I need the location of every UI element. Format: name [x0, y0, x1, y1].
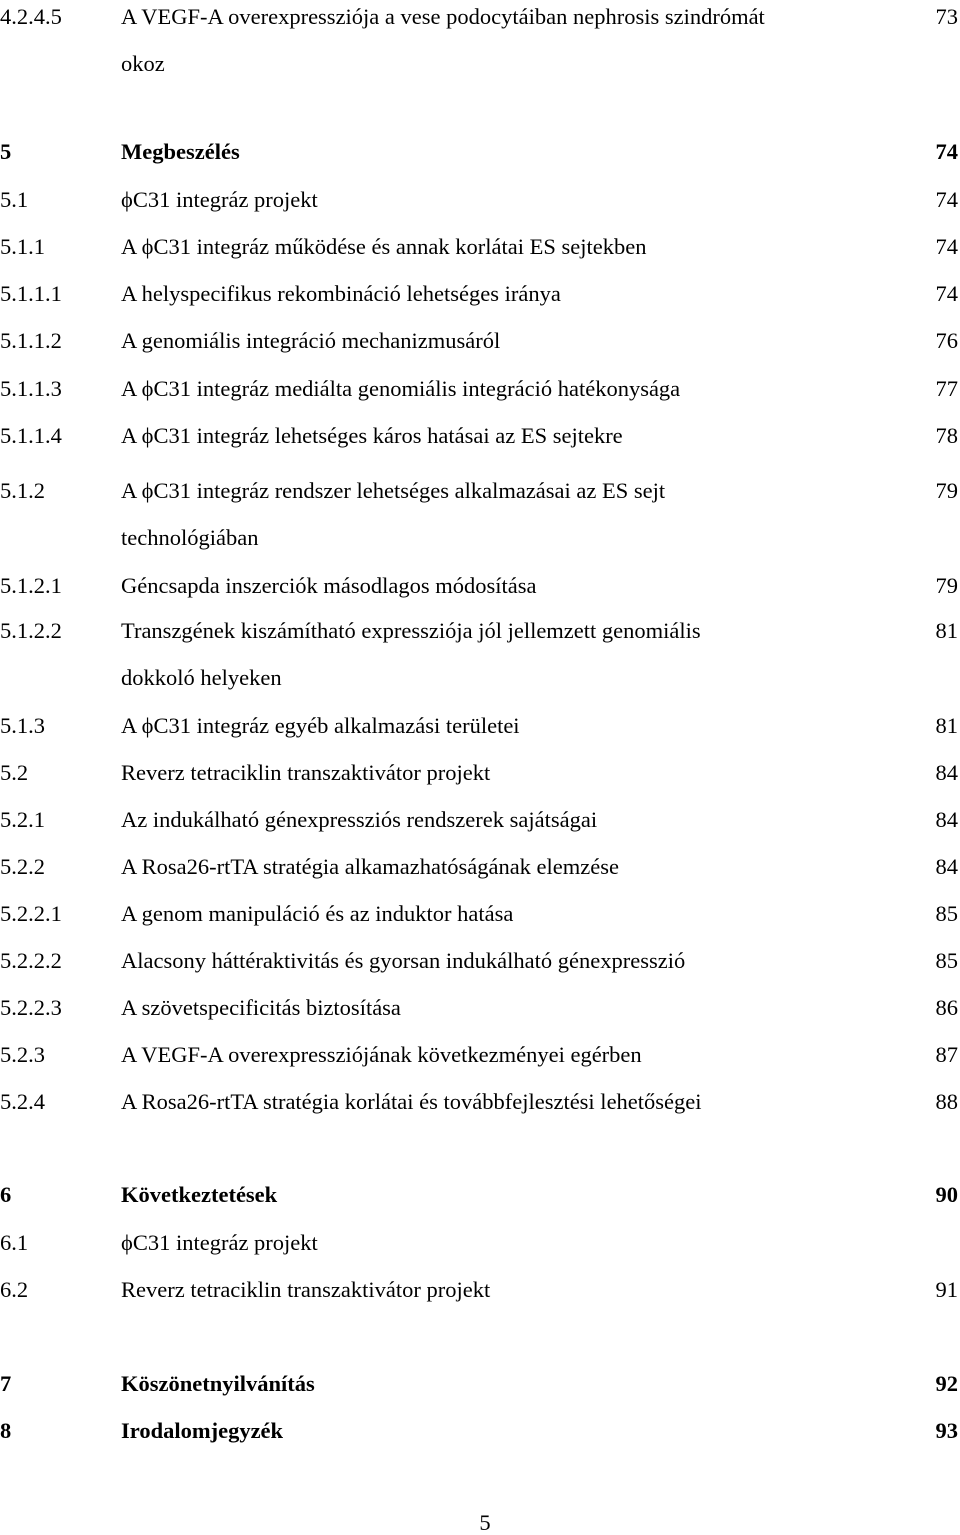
toc-entry-number: 7	[0, 1371, 12, 1396]
toc-entry-page: 91	[935, 1277, 958, 1302]
toc-entry-title	[121, 620, 841, 689]
toc-entry-title-line: Irodalomjegyzék	[121, 1418, 284, 1443]
toc-entry-title	[121, 141, 841, 163]
toc-entry-title	[121, 1279, 841, 1301]
toc-entry-page: 74	[935, 139, 958, 164]
toc-entry-title-line: Az indukálható génexpressziós rendszerek sajátságai	[121, 807, 598, 832]
toc-entry-title-line: A VEGF-A overexpressziója a vese podocytáiban nephrosis szindrómát	[121, 4, 765, 29]
toc-entry-number: 5	[0, 139, 12, 164]
toc-entry-page: 79	[935, 478, 958, 503]
toc-entry-title-line: ϕC31 integráz projekt	[121, 1230, 318, 1255]
toc-entry-page: 92	[935, 1371, 958, 1396]
toc-entry-page: 86	[935, 995, 958, 1020]
toc-entry-title-line: A genomiális integráció mechanizmusáról	[121, 328, 501, 353]
toc-entry-title	[121, 575, 841, 597]
toc-entry-page: 87	[935, 1042, 958, 1067]
toc-entry-page: 88	[935, 1089, 958, 1114]
toc-entry-number: 5.2.2.3	[0, 995, 62, 1020]
toc-entry-number: 5.2.2	[0, 854, 45, 879]
toc-entry-title	[121, 1420, 841, 1442]
toc-entry-page: 74	[935, 234, 958, 259]
toc-entry-number: 5.1	[0, 187, 29, 212]
toc-entry-number: 5.2	[0, 760, 29, 785]
toc-entry-title	[121, 1232, 841, 1254]
toc-entry-title-line: A Rosa26-rtTA stratégia korlátai és továbbfejlesztési lehetőségei	[121, 1089, 702, 1114]
toc-entry-title	[121, 1373, 841, 1395]
toc-entry-page: 93	[935, 1418, 958, 1443]
toc-entry-title	[121, 997, 841, 1019]
toc-entry-title	[121, 1184, 841, 1206]
toc-entry-page: 85	[935, 901, 958, 926]
toc-entry-title-line: A Rosa26-rtTA stratégia alkamazhatóságának elemzése	[121, 854, 619, 879]
toc-entry-title	[121, 425, 841, 447]
toc-entry-number: 6.1	[0, 1230, 29, 1255]
toc-entry-number: 5.1.1.4	[0, 423, 62, 448]
toc-entry-title-line: Transzgének kiszámítható expressziója jól jellemzett genomiális	[121, 618, 701, 643]
toc-entry-title-continuation: okoz	[121, 51, 165, 76]
toc-entry-title	[121, 283, 841, 305]
toc-entry-title	[121, 715, 841, 737]
toc-entry-number: 6	[0, 1182, 12, 1207]
toc-entry-title-line: A ϕC31 integráz lehetséges káros hatásai az ES sejtekre	[121, 423, 623, 448]
toc-entry-number: 5.1.2	[0, 478, 45, 503]
toc-entry-title-line: ϕC31 integráz projekt	[121, 187, 318, 212]
toc-entry-page: 84	[935, 807, 958, 832]
toc-entry-title	[121, 856, 841, 878]
toc-entry-title	[121, 330, 841, 352]
toc-entry-title	[121, 762, 841, 784]
toc-entry-number: 5.2.3	[0, 1042, 45, 1067]
toc-entry-title-line: Alacsony háttéraktivitás és gyorsan indukálható génexpresszió	[121, 948, 686, 973]
toc-entry-title	[121, 950, 841, 972]
toc-entry-title	[121, 480, 841, 549]
toc-entry-number: 5.1.3	[0, 713, 45, 738]
toc-entry-title-line: A szövetspecificitás biztosítása	[121, 995, 401, 1020]
toc-entry-number: 5.1.1.3	[0, 376, 62, 401]
toc-entry-page: 84	[935, 854, 958, 879]
toc-entry-number: 5.1.1.2	[0, 328, 62, 353]
toc-entry-number: 5.1.2.2	[0, 618, 62, 643]
toc-entry-page: 73	[935, 4, 958, 29]
toc-entry-title-continuation: dokkoló helyeken	[121, 665, 282, 690]
toc-entry-number: 8	[0, 1418, 12, 1443]
toc-entry-title-line: A ϕC31 integráz mediálta genomiális integráció hatékonysága	[121, 376, 681, 401]
page-number: 5	[479, 1510, 491, 1535]
toc-entry-title-line: Géncsapda inszerciók másodlagos módosítása	[121, 573, 537, 598]
toc-entry-page: 78	[935, 423, 958, 448]
toc-entry-title-line: A ϕC31 integráz egyéb alkalmazási területei	[121, 713, 520, 738]
toc-entry-title-line: A ϕC31 integráz rendszer lehetséges alkalmazásai az ES sejt	[121, 478, 666, 503]
toc-entry-title-line: Következtetések	[121, 1182, 278, 1207]
toc-entry-title-line: A ϕC31 integráz működése és annak korlátai ES sejtekben	[121, 234, 647, 259]
toc-entry-page: 85	[935, 948, 958, 973]
toc-entry-title-line: A helyspecifikus rekombináció lehetséges iránya	[121, 281, 561, 306]
toc-entry-number: 5.1.2.1	[0, 573, 62, 598]
toc-entry-page: 90	[935, 1182, 958, 1207]
toc-entry-number: 5.1.1.1	[0, 281, 62, 306]
toc-entry-page: 74	[935, 281, 958, 306]
toc-entry-page: 77	[935, 376, 958, 401]
toc-entry-number: 5.2.4	[0, 1089, 45, 1114]
toc-entry-title	[121, 1091, 841, 1113]
toc-entry-title	[121, 1044, 841, 1066]
toc-entry-title-line: Reverz tetraciklin transzaktivátor projekt	[121, 760, 491, 785]
toc-entry-title-line: Megbeszélés	[121, 139, 240, 164]
toc-entry-page: 74	[935, 187, 958, 212]
toc-entry-title	[121, 236, 841, 258]
toc-entry-number: 6.2	[0, 1277, 29, 1302]
toc-entry-number: 5.2.2.2	[0, 948, 62, 973]
toc-entry-number: 5.1.1	[0, 234, 45, 259]
toc-entry-title-line: Reverz tetraciklin transzaktivátor projekt	[121, 1277, 491, 1302]
toc-entry-title	[121, 6, 841, 75]
toc-entry-number: 5.2.1	[0, 807, 45, 832]
toc-entry-number: 4.2.4.5	[0, 4, 62, 29]
toc-entry-number: 5.2.2.1	[0, 901, 62, 926]
toc-entry-title	[121, 378, 841, 400]
toc-entry-title	[121, 189, 841, 211]
toc-entry-page: 79	[935, 573, 958, 598]
toc-entry-title-line: A genom manipuláció és az induktor hatása	[121, 901, 514, 926]
toc-entry-title-continuation: technológiában	[121, 525, 259, 550]
toc-entry-page: 81	[935, 713, 958, 738]
toc-entry-title	[121, 809, 841, 831]
toc-entry-title-line: Köszönetnyilvánítás	[121, 1371, 315, 1396]
toc-entry-page: 76	[935, 328, 958, 353]
toc-entry-page: 81	[935, 618, 958, 643]
toc-entry-title-line: A VEGF-A overexpressziójának következményei egérben	[121, 1042, 642, 1067]
toc-entry-page: 84	[935, 760, 958, 785]
toc-entry-title	[121, 903, 841, 925]
